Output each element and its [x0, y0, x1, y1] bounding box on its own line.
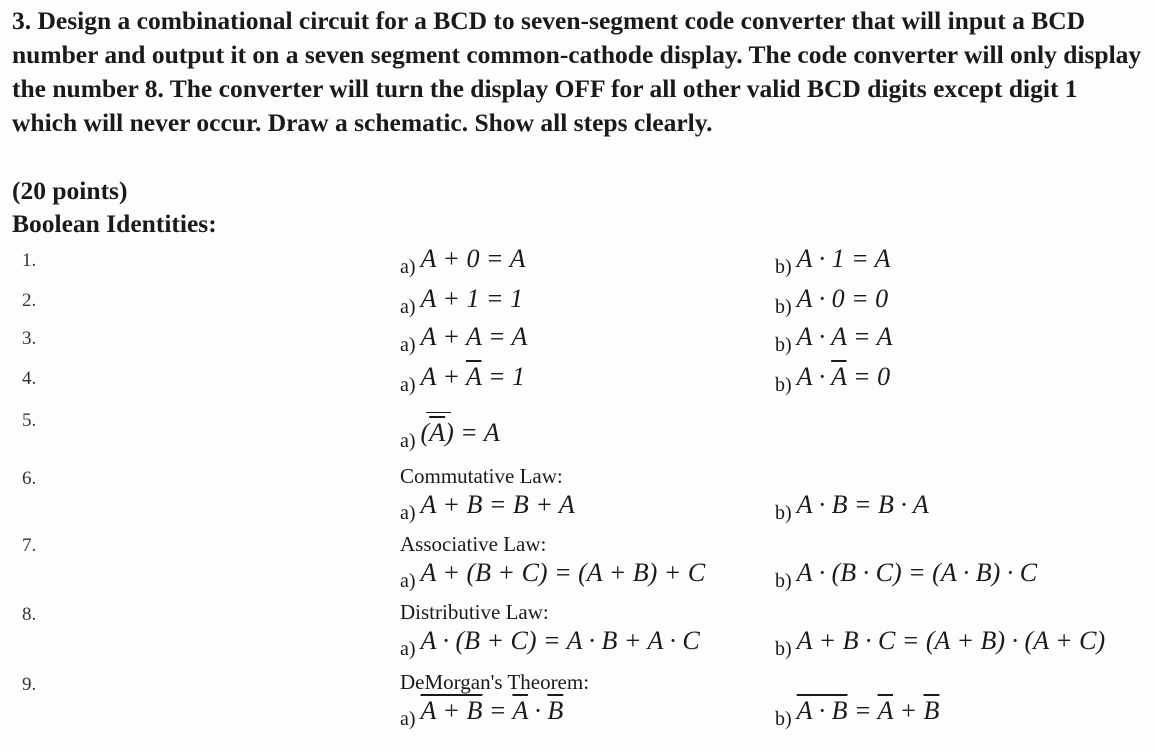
- identity-9b: $_{b)}$ $A \cdot B = \overline{A} + \overline{B}$: [775, 696, 940, 730]
- identity-4b: $_{b)}$ $A \cdot \overline{A} = 0$: [775, 362, 891, 396]
- law-associative: Associative Law:: [400, 532, 547, 556]
- points: (20 points): [12, 176, 128, 205]
- row-number-3: 3.: [22, 328, 37, 349]
- row-number-2: 2.: [22, 290, 37, 311]
- law-distributive: Distributive Law:: [400, 600, 549, 624]
- identity-2a: $_{a)}$ A + 1 = 1: [400, 284, 524, 318]
- identity-8b: $_{b)}$ A + B · C = (A + B) · (A + C): [775, 626, 1106, 660]
- outer-bar: [426, 412, 451, 413]
- question-text: [12, 4, 1147, 140]
- identity-7a: $_{a)}$ A + (B + C) = (A + B) + C: [400, 558, 706, 592]
- identity-8a: $_{a)}$ A · (B + C) = A · B + A · C: [400, 626, 700, 660]
- row-number-7: 7.: [22, 535, 37, 556]
- row-number-4: 4.: [22, 368, 37, 389]
- identity-5a: $_{a)}$ $(\overline{A}) = A$: [400, 418, 500, 448]
- identity-6b: $_{b)}$ A · B = B · A: [775, 490, 929, 524]
- identity-9a: $_{a)}$ $A + B = \overline{A} \cdot \overline{B}$: [400, 696, 564, 730]
- identity-6a: $_{a)}$ A + B = B + A: [400, 490, 575, 524]
- identity-3b: $_{b)}$ A · A = A: [775, 322, 893, 356]
- identity-3a: $_{a)}$ A + A = A: [400, 322, 528, 356]
- row-number-1: 1.: [22, 250, 37, 271]
- row-number-8: 8.: [22, 604, 37, 625]
- row-number-5: 5.: [22, 410, 37, 431]
- row-number-6: 6.: [22, 468, 37, 489]
- law-commutative: Commutative Law:: [400, 464, 563, 488]
- identity-1b: $_{b)}$ A · 1 = A: [775, 244, 891, 278]
- identity-4a: $_{a)}$ $A + \overline{A} = 1$: [400, 362, 526, 396]
- row-number-9: 9.: [22, 674, 37, 695]
- question-body: 3. Design a combinational circuit for a BCD to seven-segment code converter that will input a BCD number and output it on a seven segment common-cathode display. The code converter will only display the number 8. The converter will turn the display OFF for all other valid BCD digits except digit 1 which will never occur. Draw a schematic. Show all steps clearly.: [12, 6, 1142, 137]
- identity-1a: $_{a)}$ A + 0 = A: [400, 244, 526, 278]
- identity-7b: $_{b)}$ A · (B · C) = (A · B) · C: [775, 558, 1038, 592]
- identity-2b: $_{b)}$ A · 0 = 0: [775, 284, 889, 318]
- law-demorgan: DeMorgan's Theorem:: [400, 670, 590, 694]
- identities-heading: Boolean Identities:: [12, 209, 217, 238]
